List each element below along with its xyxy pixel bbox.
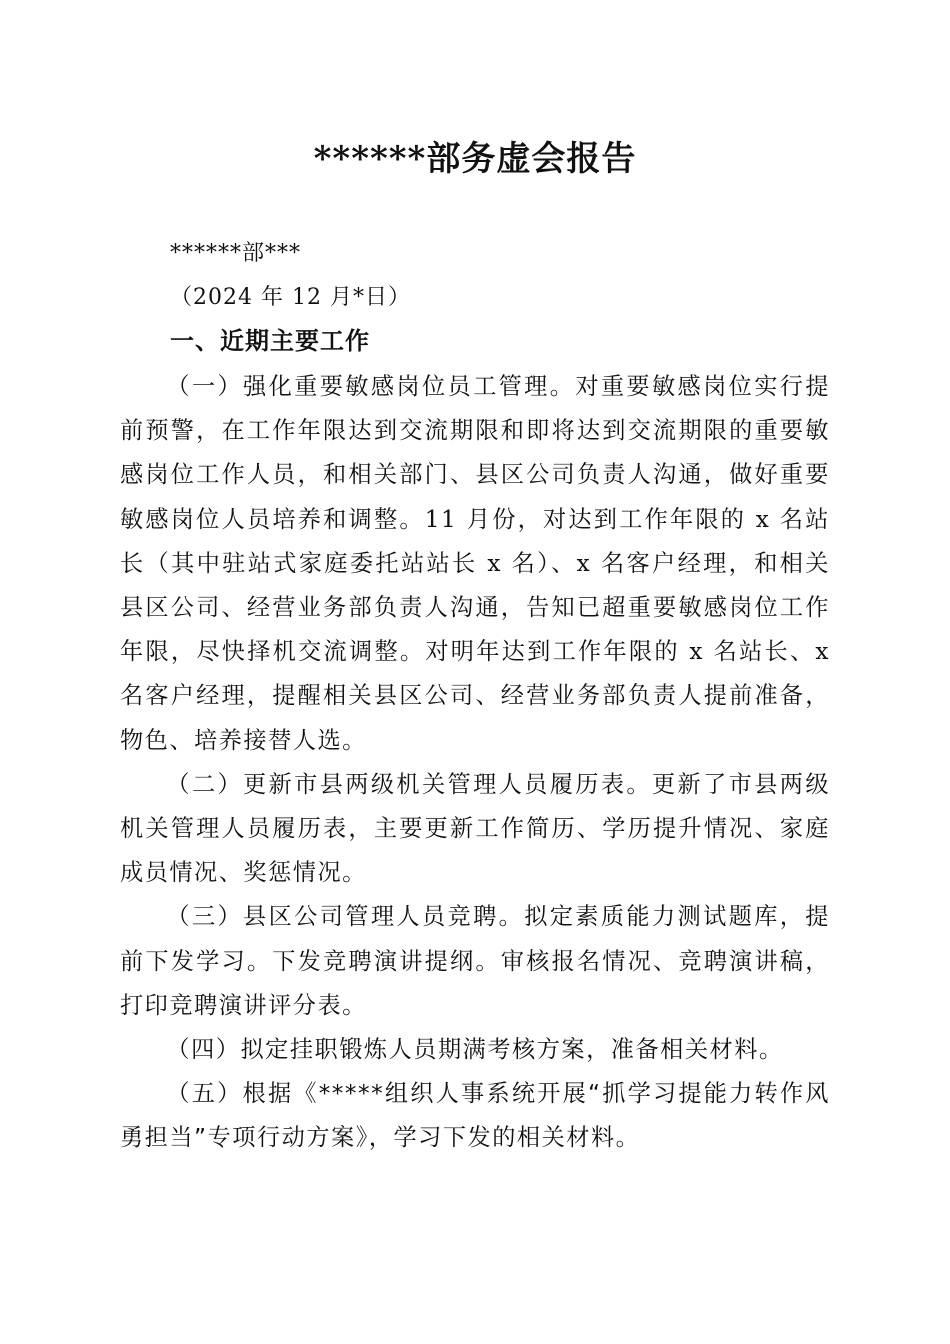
paragraph-text: 更新了市县两级机关管理人员履历表，主要更新工作简历、学历提升情况、家庭成员情况、奖惩情况。 — [120, 770, 831, 887]
date-line: （2024 年 12 月*日） — [170, 285, 411, 310]
paragraph-lead: （二）更新市县两级机关管理人员履历表。 — [166, 770, 652, 798]
paragraph-2 — [120, 763, 830, 896]
paragraph-text: 对重要敏感岗位实行提前预警，在工作年限达到交流期限和即将达到交流期限的重要敏感岗位工作人员，和相关部门、县区公司负责人沟通，做好重要敏感岗位人员培养和调整。11 月份，对达到工作年限的 x 名站长（其中驻站式家庭委托站站长 x 名）、x 名客户经理，和相关县区公司、经营业务部负责人沟通，告知已超重要敏感岗位工作年限，尽快择机交流调整。对明年达到工作年限的 x 名站长、x 名客户经理，提醒相关县区公司、经营业务部负责人提前准备，物色、培养接替人选。 — [120, 373, 831, 754]
author-line: ******部*** — [170, 241, 302, 266]
paragraph-lead: （五）根据《*****组织人事系统开展“抓学习提能力转作风勇担当”专项行动方案》，学习下发的相关材料。 — [120, 1080, 830, 1152]
paragraph-lead: （一）强化重要敏感岗位员工管理。 — [166, 373, 576, 400]
section-body — [120, 365, 830, 1161]
paragraph-3 — [120, 895, 830, 1028]
section-heading: 一、近期主要工作 — [170, 327, 370, 355]
document-title: ******部务虚会报告 — [313, 139, 637, 179]
paragraph-lead: （三）县区公司管理人员竞聘。 — [166, 903, 525, 931]
paragraph-lead: （四）拟定挂职锻炼人员期满考核方案，准备相关材料。 — [166, 1036, 784, 1064]
paragraph-text: 拟定素质能力测试题库，提前下发学习。下发竞聘演讲提纲。审核报名情况、竞聘演讲稿，打印竞聘演讲评分表。 — [120, 903, 830, 1019]
paragraph-4 — [120, 1028, 830, 1072]
paragraph-1 — [120, 365, 830, 763]
paragraph-5 — [120, 1072, 830, 1160]
